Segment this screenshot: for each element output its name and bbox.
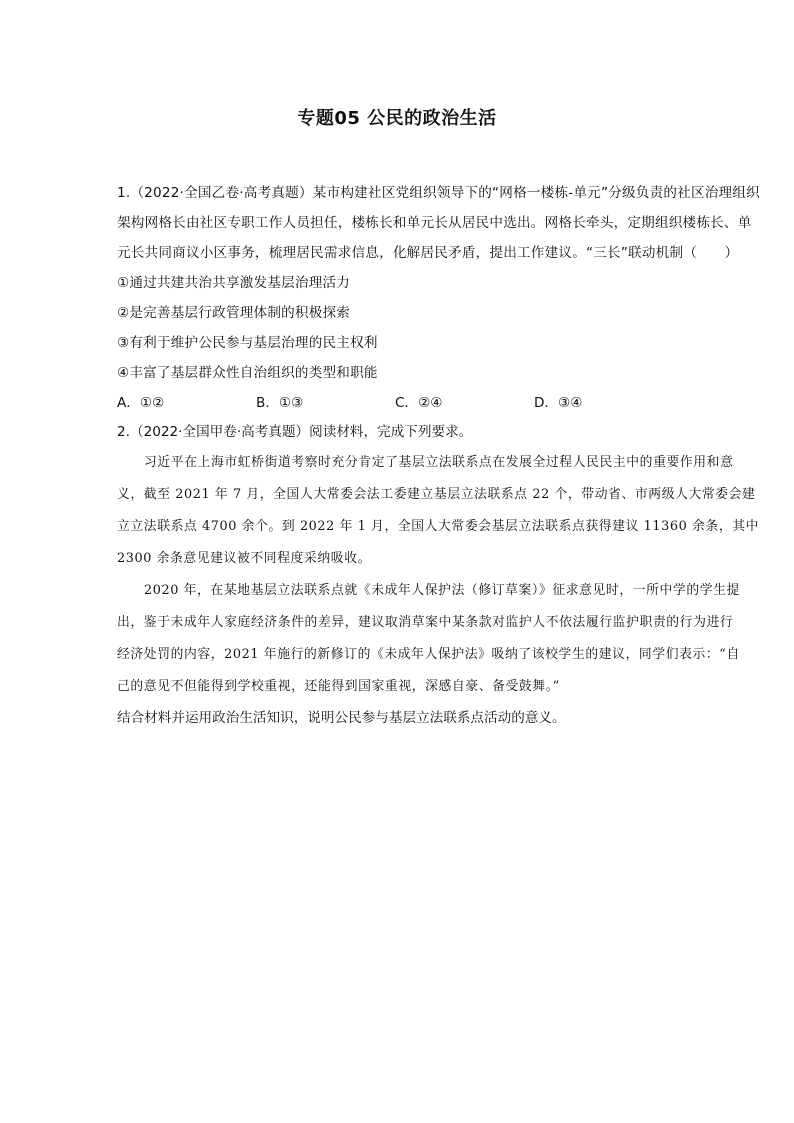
answer-options xyxy=(117,393,687,414)
question-2-prompt: 结合材料并运用政治生活知识，说明公民参与基层立法联系点活动的意义。 xyxy=(117,710,566,726)
question-1-stem-line: 1.（2022·全国乙卷·高考真题）某市构建社区党组织领导下的“网格一楼栋-单元”分级负责的社区治理组织 xyxy=(117,185,760,201)
material-line: 出，鉴于未成年人家庭经济条件的差异，建议取消草案中某条款对监护人不依法履行监护职责的行为进行 xyxy=(117,615,734,630)
material-line: 2020 年，在某地基层立法联系点就《未成年人保护法（修订草案）》征求意见时，一所中学的学生提 xyxy=(144,583,740,598)
material-line: 己的意见不但能得到学校重视，还能得到国家重视，深感自豪、备受鼓舞。” xyxy=(117,679,560,694)
statement-4: ④丰富了基层群众性自治组织的类型和职能 xyxy=(117,365,378,381)
option-b: B．①③ xyxy=(256,395,304,411)
material-line: 经济处罚的内容，2021 年施行的新修订的《未成年人保护法》吸纳了该校学生的建议，同学们表示：“自 xyxy=(117,647,740,662)
question-2 xyxy=(117,422,760,729)
question-1-stem-line: 元长共同商议小区事务，梳理居民需求信息，化解居民矛盾，提出工作建议。“三长”联动机制（ ） xyxy=(117,245,739,261)
option-d: D．③④ xyxy=(534,395,583,411)
option-a: A．①② xyxy=(117,395,165,411)
material-paragraph-2 xyxy=(117,580,740,697)
material-line: 习近平在上海市虹桥街道考察时充分肯定了基层立法联系点在发展全过程人民民主中的重要作用和意 xyxy=(144,455,734,470)
statement-1: ①通过共建共治共享激发基层治理活力 xyxy=(117,275,351,291)
question-1-stem-line: 架构网格长由社区专职工作人员担任，楼栋长和单元长从居民中选出。网格长牵头，定期组织楼栋长、单 xyxy=(117,215,752,231)
question-1 xyxy=(117,183,760,414)
document-body xyxy=(117,183,760,738)
statement-2: ②是完善基层行政管理体制的积极探索 xyxy=(117,305,351,321)
option-c: C．②④ xyxy=(395,395,443,411)
statement-3: ③有利于维护公民参与基层治理的民主权利 xyxy=(117,335,378,351)
page-title: 专题05 公民的政治生活 xyxy=(297,108,497,129)
material-line: 2300 余条意见建议被不同程度采纳吸收。 xyxy=(117,551,371,566)
question-2-header: 2.（2022·全国甲卷·高考真题）阅读材料，完成下列要求。 xyxy=(117,424,473,440)
material-line: 义，截至 2021 年 7 月，全国人大常委会法工委建立基层立法联系点 22 个，带动省、市两级人大常委会建 xyxy=(117,487,756,502)
material-line: 立立法联系点 4700 余个。到 2022 年 1 月，全国人大常委会基层立法联系点获得建议 11360 余条，其中 xyxy=(117,519,760,534)
material-paragraph-1 xyxy=(117,452,760,569)
